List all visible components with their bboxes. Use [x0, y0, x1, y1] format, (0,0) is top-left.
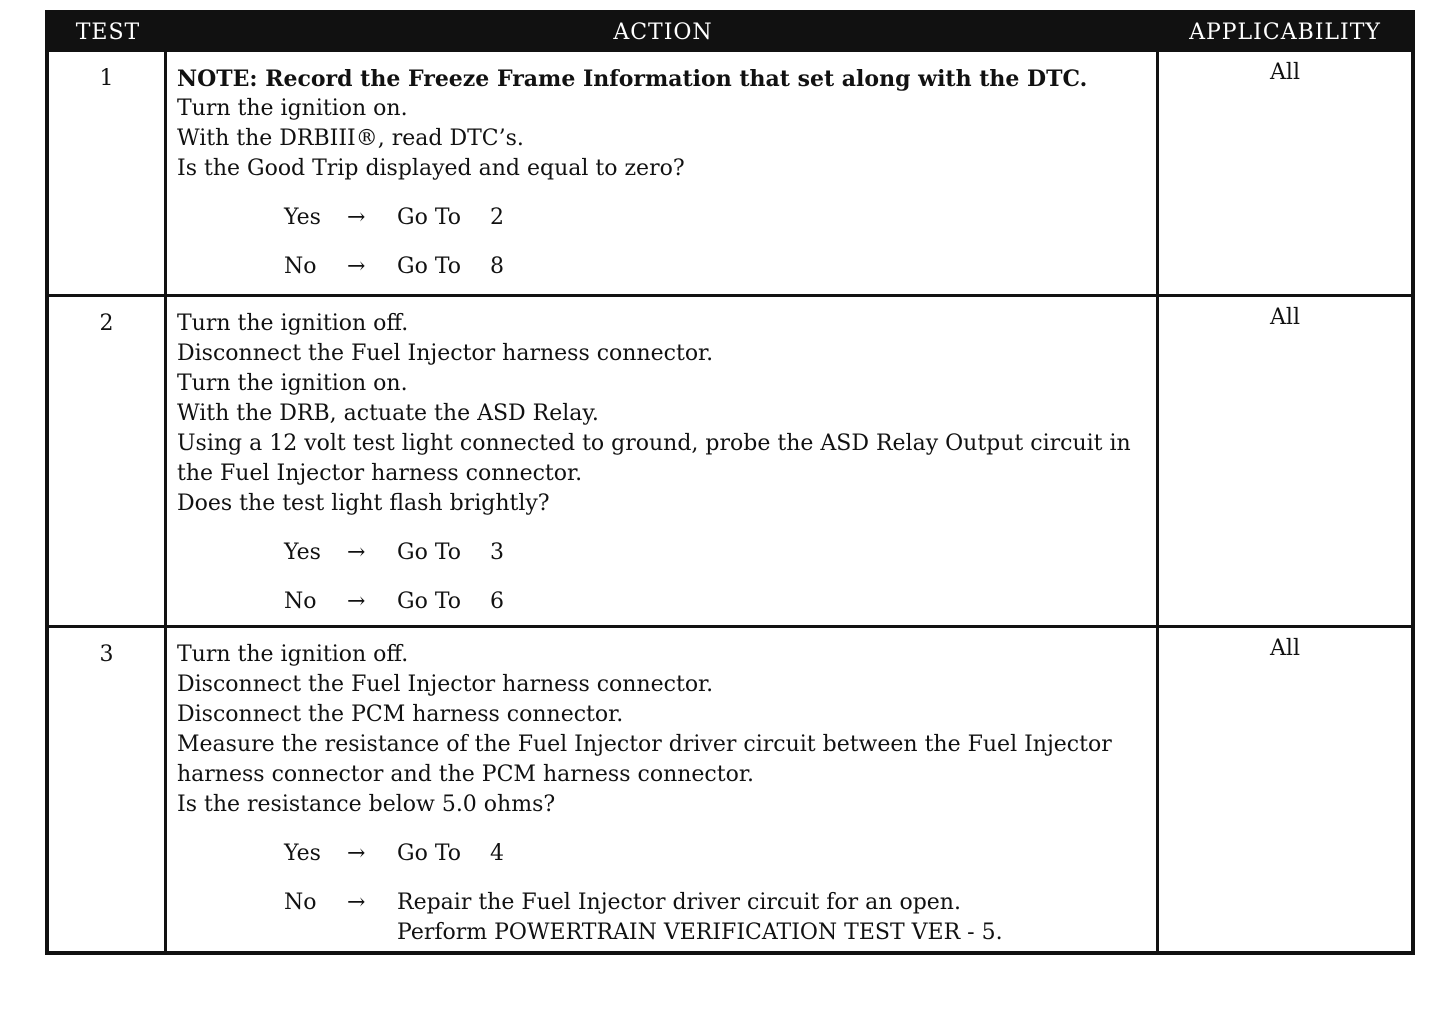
result-line: Repair the Fuel Injector driver circuit for an open. — [397, 890, 961, 915]
diagnostic-test-table — [45, 10, 1415, 955]
goto-label: Go To — [397, 205, 462, 230]
action-line: Turn the ignition off. — [177, 642, 409, 667]
action-line: Disconnect the Fuel Injector harness connector. — [177, 341, 714, 366]
arrow-icon: → — [347, 205, 366, 230]
action-line: Disconnect the PCM harness connector. — [177, 702, 624, 727]
table-row — [49, 294, 1411, 625]
action-line: Turn the ignition on. — [177, 371, 408, 396]
action-line: Disconnect the Fuel Injector harness connector. — [177, 672, 714, 697]
action-line: Turn the ignition on. — [177, 96, 408, 121]
header-action: ACTION — [613, 20, 713, 45]
answer-label: Yes — [284, 841, 321, 866]
applicability-cell: All — [1270, 305, 1300, 330]
test-number: 3 — [49, 628, 167, 951]
answer-label: No — [284, 254, 317, 279]
answer-options — [177, 839, 1156, 948]
table-row — [49, 52, 1411, 294]
arrow-icon: → — [347, 890, 366, 915]
arrow-icon: → — [347, 841, 366, 866]
yes-option — [177, 839, 1156, 869]
header-applicability: APPLICABILITY — [1189, 20, 1381, 45]
goto-label: Go To — [397, 254, 462, 279]
header-test: TEST — [75, 20, 141, 45]
goto-number: 6 — [490, 589, 504, 614]
action-line: Is the resistance below 5.0 ohms? — [177, 792, 556, 817]
table-header — [49, 14, 1411, 52]
action-line: Is the Good Trip displayed and equal to zero? — [177, 156, 685, 181]
action-line: harness connector and the PCM harness connector. — [177, 762, 754, 787]
action-line: Turn the ignition off. — [177, 311, 409, 336]
note-text: NOTE: Record the Freeze Frame Information that set along with the DTC. — [177, 66, 1088, 92]
answer-options — [177, 538, 1156, 617]
action-cell — [167, 52, 1159, 294]
goto-label: Go To — [397, 540, 462, 565]
applicability-cell: All — [1270, 636, 1300, 661]
goto-number: 8 — [490, 254, 504, 279]
action-line: Measure the resistance of the Fuel Injector driver circuit between the Fuel Injector — [177, 732, 1112, 757]
answer-label: Yes — [284, 540, 321, 565]
no-option — [177, 587, 1156, 617]
arrow-icon: → — [347, 254, 366, 279]
action-line: With the DRBIII®, read DTC’s. — [177, 126, 524, 151]
arrow-icon: → — [347, 589, 366, 614]
action-cell — [167, 297, 1159, 625]
answer-options — [177, 203, 1156, 282]
goto-number: 2 — [490, 205, 504, 230]
result-text — [397, 888, 1003, 948]
no-option — [177, 888, 1156, 948]
action-line: Does the test light flash brightly? — [177, 491, 550, 516]
answer-label: Yes — [284, 205, 321, 230]
goto-label: Go To — [397, 589, 462, 614]
action-line: Using a 12 volt test light connected to ground, probe the ASD Relay Output circuit in — [177, 431, 1131, 456]
table-row — [49, 625, 1411, 951]
answer-label: No — [284, 890, 317, 915]
test-number: 2 — [49, 297, 167, 625]
no-option — [177, 252, 1156, 282]
answer-label: No — [284, 589, 317, 614]
action-cell — [167, 628, 1159, 951]
goto-number: 3 — [490, 540, 504, 565]
yes-option — [177, 203, 1156, 233]
applicability-cell: All — [1270, 60, 1300, 85]
action-line: the Fuel Injector harness connector. — [177, 461, 583, 486]
arrow-icon: → — [347, 540, 366, 565]
action-line: With the DRB, actuate the ASD Relay. — [177, 401, 599, 426]
test-number: 1 — [49, 52, 167, 294]
goto-number: 4 — [490, 841, 504, 866]
result-line: Perform POWERTRAIN VERIFICATION TEST VER - 5. — [397, 920, 1003, 945]
goto-label: Go To — [397, 841, 462, 866]
yes-option — [177, 538, 1156, 568]
